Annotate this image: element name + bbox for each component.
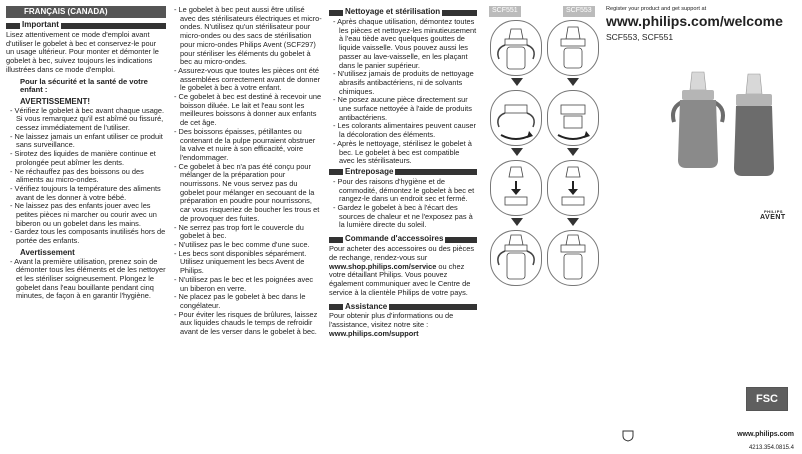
- list-item: - Ne laissez jamais un enfant utiliser ce produit sans surveillance.: [6, 133, 166, 150]
- support-link[interactable]: www.philips.com/support: [329, 328, 419, 338]
- model-label-scf553: SCF553: [563, 6, 595, 17]
- fsc-logo: FSC: [746, 387, 788, 411]
- heading-bar: [329, 169, 343, 175]
- cleaning-list: [329, 18, 477, 166]
- welcome-link[interactable]: www.philips.com/welcome: [606, 13, 783, 29]
- arrow-down-icon: [511, 218, 523, 226]
- safety-heading: Pour la sécurité et la santé de votre enfant :: [20, 76, 148, 95]
- list-item: - Ne réchauffez pas des boissons ou des aliments au micro-ondes.: [6, 168, 166, 185]
- list-item: - Gardez le gobelet à bec à l'écart des sources de chaleur et ne l'exposez pas à la lumière directe du soleil.: [329, 204, 477, 230]
- cover-panel: [606, 6, 796, 452]
- accessories-post: ou chez votre détaillant Philips. Vous pouvez également communiquer avec le Centre de service à la clientèle Philips de votre pays.: [329, 261, 471, 297]
- heading-bar: [329, 237, 343, 243]
- list-item: - Après chaque utilisation, démontez toutes les pièces et nettoyez-les minutieusement à l'eau tiède avec quelques gouttes de liquide vaisselle. Vous pouvez aussi les passer au lave-vaisselle, en les plaçant dans le panier supérieur.: [329, 18, 477, 70]
- assistance-title: Assistance: [345, 301, 388, 311]
- important-title: Important: [22, 20, 59, 30]
- column-3: [329, 6, 477, 339]
- list-item: - Assurez-vous que toutes les pièces ont été assemblées correctement avant de donner le gobelet à bec à votre enfant.: [172, 67, 322, 93]
- list-item: - Des boissons épaisses, pétillantes ou contenant de la pulpe pourraient obstruer la valve et nuire à son efficacité, voire l'endommager.: [172, 128, 322, 163]
- list-item: - Les becs sont disponibles séparément. Utilisez uniquement les becs Avent de Philips.: [172, 250, 322, 276]
- arrow-down-icon: [567, 218, 579, 226]
- heading-bar: [445, 237, 477, 243]
- step-1-cup-with-handles: [490, 20, 542, 76]
- document-code: 4213.354.0815.4: [748, 445, 794, 451]
- language-header: FRANÇAIS (CANADA): [6, 6, 166, 18]
- list-item: - Vérifiez toujours la température des aliments avant de les donner à votre bébé.: [6, 185, 166, 202]
- list-item: - N'utilisez pas le bec et les poignées avec un biberon en verre.: [172, 276, 322, 293]
- list-item: - Sirotez des liquides de manière continue et prolongée peut abîmer les dents.: [6, 150, 166, 167]
- list-item: - Ne laissez pas des enfants jouer avec les petites pièces ni marcher ou courir avec un biberon ou un gobelet dans les mains.: [6, 202, 166, 228]
- list-item: - Gardez tous les composants inutilisés hors de portée des enfants.: [6, 228, 166, 245]
- list-item: - N'utilisez pas le bec comme d'une suce.: [172, 241, 322, 250]
- product-cups-image: [670, 64, 790, 194]
- list-item: - Ne serrez pas trop fort le couvercle du gobelet à bec.: [172, 224, 322, 241]
- arrow-down-icon: [511, 148, 523, 156]
- arrow-down-icon: [567, 78, 579, 86]
- heading-bar: [442, 10, 477, 16]
- list-item: - N'utilisez jamais de produits de nettoyage abrasifs antibactériens, ni de solvants chimiques.: [329, 70, 477, 96]
- arrow-down-icon: [511, 78, 523, 86]
- step-1-cup-lid: [547, 20, 599, 76]
- heading-bar: [61, 23, 166, 29]
- accessories-pre: Pour acheter des accessoires ou des pièces de rechange, rendez-vous sur: [329, 244, 475, 262]
- accessories-title: Commande d'accessoires: [345, 234, 444, 244]
- storage-list: [329, 178, 477, 230]
- model-numbers: SCF553, SCF551: [606, 32, 674, 42]
- column-2: [172, 6, 322, 337]
- warning-heading: AVERTISSEMENT!: [20, 96, 91, 106]
- caution-heading: Avertissement: [20, 247, 75, 257]
- list-item: - Pour des raisons d'hygiène et de commodité, démontez le gobelet à bec et rangez-le dans un endroit sec et fermé.: [329, 178, 477, 204]
- caution-list: [6, 258, 166, 302]
- heading-bar: [389, 304, 477, 310]
- list-item: - Après le nettoyage, stérilisez le gobelet à bec. Le gobelet à bec est compatible avec les stérilisateurs.: [329, 140, 477, 166]
- step-4-assembled-cup: [490, 230, 542, 286]
- philips-logo-text: PHILIPS: [764, 209, 784, 214]
- illustration-panel: [487, 6, 599, 446]
- step-2-twist-lid: [547, 90, 599, 146]
- step-2-twist-handles: [490, 90, 542, 146]
- heading-bar: [6, 23, 20, 29]
- assistance-text: Pour obtenir plus d'informations ou de l'assistance, visitez notre site :: [329, 311, 454, 330]
- avent-logo-text: AVENT: [760, 214, 786, 221]
- philips-shield-icon: [622, 430, 634, 442]
- list-item: - Vérifiez le gobelet à bec avant chaque usage. Si vous remarquez qu'il est abîmé ou fissuré, cessez immédiatement de l'utiliser.: [6, 107, 166, 133]
- step-3-attach-spout: [547, 160, 599, 216]
- model-label-scf551: SCF551: [489, 6, 521, 17]
- step-3-attach-spout: [490, 160, 542, 216]
- list-item: - Ne posez aucune pièce directement sur une surface nettoyée à l'aide de produits antibactériens.: [329, 96, 477, 122]
- storage-title: Entreposage: [345, 167, 394, 177]
- list-item: - Le gobelet à bec peut aussi être utilisé avec des stérilisateurs électriques et micro-ondes. N'utilisez qu'un stérilisateur pour micro-ondes ou des sacs de stérilisation pour micro-ondes Philips Avent (SCF297) pour stériliser les éléments du gobelet à bec au micro-ondes.: [172, 6, 322, 67]
- shop-link[interactable]: www.shop.philips.com/service: [329, 261, 437, 271]
- cleaning-title: Nettoyage et stérilisation: [345, 7, 441, 17]
- website-link[interactable]: www.philips.com: [737, 431, 794, 438]
- intro-text: Lisez attentivement ce mode d'emploi avant d'utiliser le gobelet à bec et conservez-le pour un usage ultérieur. Pour monter et démonter le gobelet à bec, suivez toujours les indications illustrées dans ce mode d'emploi.: [6, 30, 159, 74]
- list-item: - Ce gobelet à bec n'a pas été conçu pour mélanger de la préparation pour nourrissons. Ne vous servez pas du gobelet pour mélanger en secouant de la préparation en poudre pour nourrissons, car vous risqueriez de boucher les trous et de provoquer des fuites.: [172, 163, 322, 224]
- register-text: Register your product and get support at: [606, 6, 707, 12]
- accessories-text: [329, 245, 477, 297]
- heading-bar: [329, 304, 343, 310]
- warning-list: [6, 107, 166, 246]
- caution-list-continued: [172, 6, 322, 337]
- arrow-down-icon: [567, 148, 579, 156]
- list-item: - Ce gobelet à bec est destiné à recevoir une boisson diluée. Le lait et l'eau sont les meilleures boissons à donner aux enfants de cet âge.: [172, 93, 322, 128]
- list-item: - Ne placez pas le gobelet à bec dans le congélateur.: [172, 293, 322, 310]
- column-1: [6, 6, 166, 301]
- list-item: - Pour éviter les risques de brûlures, laissez aux liquides chauds le temps de refroidir avant de les verser dans le gobelet à bec.: [172, 311, 322, 337]
- list-item: - Les colorants alimentaires peuvent causer la décoloration des éléments.: [329, 122, 477, 139]
- list-item: - Avant la première utilisation, prenez soin de démonter tous les éléments et de les nettoyer et les stériliser soigneusement. Plongez le gobelet dans l'eau bouillante pendant cinq minutes, de façon à en garantir l'hygiène.: [6, 258, 166, 302]
- step-4-assembled-cup: [547, 230, 599, 286]
- heading-bar: [329, 10, 343, 16]
- heading-bar: [395, 169, 477, 175]
